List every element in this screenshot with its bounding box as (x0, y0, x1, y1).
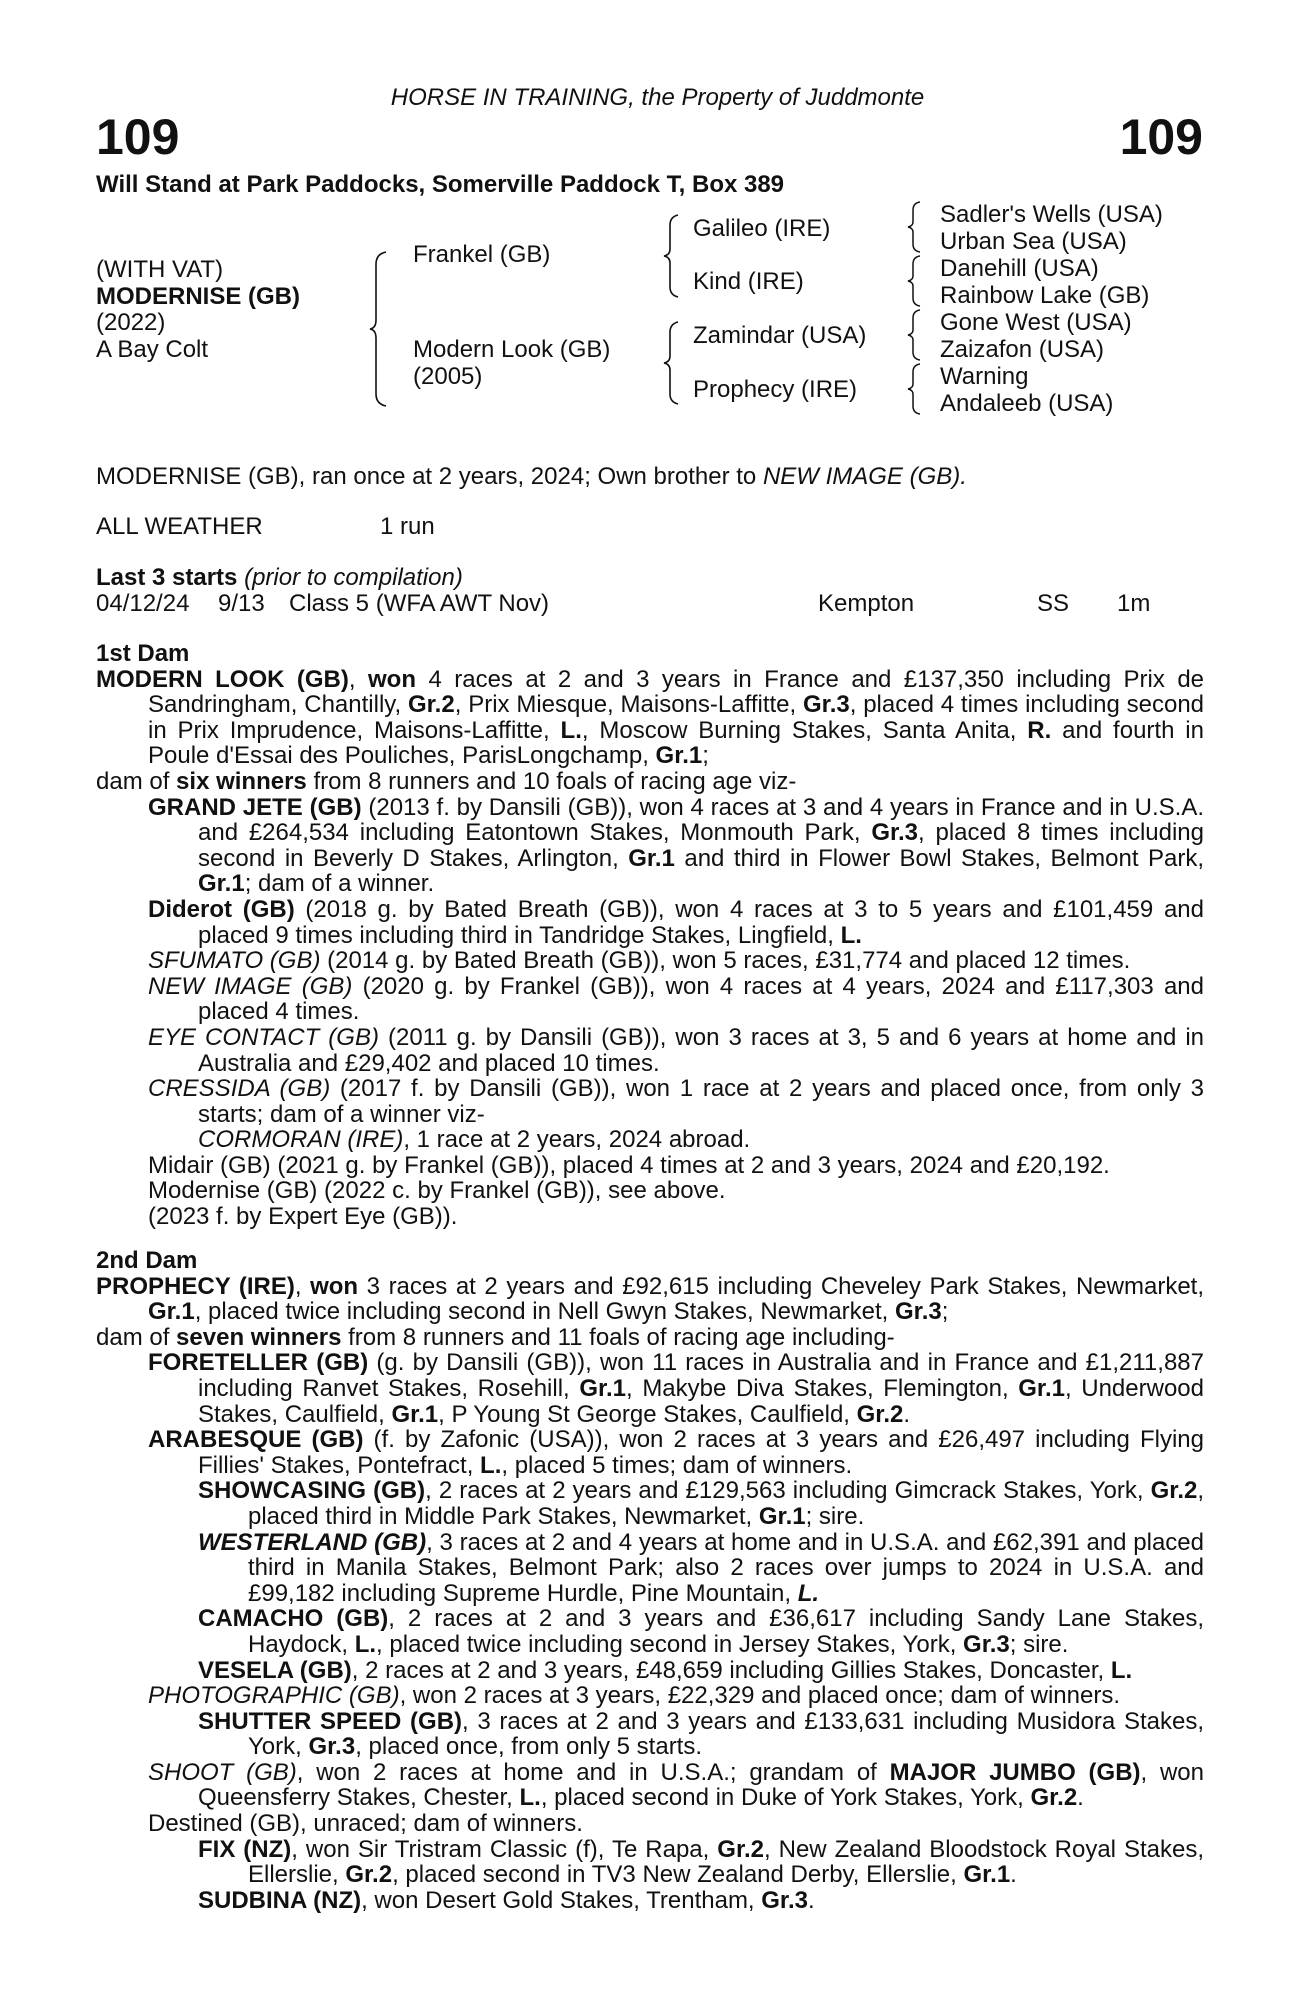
last-starts-heading: Last 3 starts (prior to compilation) (96, 564, 463, 591)
second-dam-record: PROPHECY (IRE), won 3 races at 2 years and £92,615 including Cheveley Park Stakes, Newmarket, Gr.1, placed twice including second in Nell Gwyn Stakes, Newmarket, Gr.3; (96, 1272, 1205, 1326)
runs-count: 1 run (380, 513, 435, 540)
stand-location: Will Stand at Park Paddocks, Somerville Paddock T, Box 389 (96, 171, 785, 198)
offspring-2023-filly: (2023 f. by Expert Eye (GB)). (148, 1203, 458, 1231)
offspring-destined: Destined (GB), unraced; dam of winners. (148, 1810, 583, 1838)
grand-offspring-fix: FIX (NZ), won Sir Tristram Classic (f), Te Rapa, Gr.2, New Zealand Bloodstock Royal Stakes, Ellerslie, Gr.2, placed second in TV3 New Zealand Derby, Ellerslie, Gr.1. (198, 1835, 1205, 1889)
pedigree-brace-g2 (906, 254, 926, 308)
summary-line: MODERNISE (GB), ran once at 2 years, 2024; Own brother to NEW IMAGE (GB). (96, 463, 967, 490)
offspring-shoot: SHOOT (GB), won 2 races at home and in U.S.A.; grandam of MAJOR JUMBO (GB), won Queensferry Stakes, Chester, L., placed second in Duke of York Stakes, York, Gr.2. (148, 1758, 1204, 1812)
start-course: Kempton (818, 590, 915, 617)
pedigree-brace-sire (662, 213, 684, 299)
offspring-eye-contact: EYE CONTACT (GB) (2011 g. by Dansili (GB)), won 3 races at 3, 5 and 6 years at home and in Australia and £29,402 and placed 10 times. (148, 1023, 1205, 1077)
dam-name: Modern Look (GB) (413, 336, 611, 363)
pedigree-brace-dam (662, 320, 684, 406)
offspring-modernise: Modernise (GB) (2022 c. by Frankel (GB)), see above. (148, 1177, 726, 1205)
surface-label: ALL WEATHER (96, 513, 263, 540)
offspring-new-image: NEW IMAGE (GB) (2020 g. by Frankel (GB)), won 4 races at 4 years, 2024 and £117,303 and placed 4 times. (148, 972, 1204, 1026)
offspring-sfumato: SFUMATO (GB) (2014 g. by Bated Breath (GB)), won 5 races, £31,774 and placed 12 times. (148, 947, 1131, 975)
first-dam-produce-summary: dam of six winners from 8 runners and 10 foals of racing age viz- (96, 767, 797, 795)
start-position: 9/13 (218, 590, 265, 617)
lot-number-right: 109 (1119, 109, 1203, 165)
horse-name: MODERNISE (GB) (96, 283, 300, 310)
offspring-photographic: PHOTOGRAPHIC (GB), won 2 races at 3 years, £22,329 and placed once; dam of winners. (148, 1682, 1121, 1710)
horse-year: (2022) (96, 309, 166, 336)
offspring-arabesque: ARABESQUE (GB) (f. by Zafonic (USA)), won 2 races at 3 years and £26,497 including Flying Fillies' Stakes, Pontefract, L., placed 5 times; dam of winners. (148, 1426, 1204, 1479)
start-race: Class 5 (WFA AWT Nov) (289, 590, 550, 617)
ancestor-4: Rainbow Lake (GB) (940, 282, 1150, 309)
offspring-midair: Midair (GB) (2021 g. by Frankel (GB)), placed 4 times at 2 and 3 years, 2024 and £20,192. (148, 1151, 1110, 1179)
first-dam-section (96, 641, 1204, 1230)
ancestor-8: Andaleeb (USA) (940, 390, 1114, 417)
second-dam-heading: 2nd Dam (96, 1247, 198, 1274)
first-dam-record: MODERN LOOK (GB), won 4 races at 2 and 3 years in France and £137,350 including Prix de Sandringham, Chantilly, Gr.2, Prix Miesque, Maisons-Laffitte, Gr.3, placed 4 times including second in Prix Imprudence, Maisons-Laffitte, L., Moscow Burning Stakes, Santa Anita, R. and fourth in Poule d'Essai des Pouliches, ParisLongchamp, Gr.1; (96, 665, 1205, 770)
ancestor-1: Sadler's Wells (USA) (940, 201, 1163, 228)
grand-offspring-shutter-speed: SHUTTER SPEED (GB), 3 races at 2 and 3 years and £133,631 including Musidora Stakes, York, Gr.3, placed once, from only 5 starts. (198, 1707, 1204, 1761)
offspring-cressida: CRESSIDA (GB) (2017 f. by Dansili (GB)), won 1 race at 2 years and placed once, from only 3 starts; dam of a winner viz- (148, 1075, 1204, 1128)
grand-offspring-westerland: WESTERLAND (GB), 3 races at 2 and 4 years at home and in U.S.A. and £62,391 and placed third in Manila Stakes, Belmont Park; also 2 races over jumps to 2024 in U.S.A. and £99,182 including Supreme Hurdle, Pine Mountain, L. (198, 1528, 1204, 1607)
offspring-grand-jete: GRAND JETE (GB) (2013 f. by Dansili (GB)), won 4 races at 3 and 4 years in France and in U.S.A. and £264,534 including Eatontown Stakes, Monmouth Park, Gr.3, placed 8 times including second in Beverly D Stakes, Arlington, Gr.1 and third in Flower Bowl Stakes, Belmont Park, Gr.1; dam of a winner. (148, 793, 1205, 898)
ancestor-2: Urban Sea (USA) (940, 228, 1127, 255)
pedigree-brace-g1 (906, 200, 926, 254)
start-distance: 1m (1117, 590, 1151, 617)
grand-offspring-sudbina: SUDBINA (NZ), won Desert Gold Stakes, Trentham, Gr.3. (198, 1886, 815, 1914)
sire-dam: Kind (IRE) (693, 268, 804, 295)
pedigree-brace-main (368, 250, 392, 408)
grand-offspring-camacho: CAMACHO (GB), 2 races at 2 and 3 years and £36,617 including Sandy Lane Stakes, Haydock, L., placed twice including second in Jersey Stakes, York, Gr.3; sire. (198, 1605, 1204, 1658)
grand-offspring-cormoran: CORMORAN (IRE), 1 race at 2 years, 2024 abroad. (198, 1126, 751, 1154)
sire-sire: Galileo (IRE) (693, 215, 831, 242)
second-dam-produce-summary: dam of seven winners from 8 runners and 11 foals of racing age including- (96, 1323, 895, 1351)
pedigree-brace-g4 (906, 362, 926, 416)
horse-description: A Bay Colt (96, 336, 209, 363)
start-going: SS (1037, 590, 1070, 617)
first-dam-heading: 1st Dam (96, 640, 190, 667)
lot-number-left: 109 (96, 109, 180, 165)
pedigree-brace-g3 (906, 308, 926, 362)
dam-sire: Zamindar (USA) (693, 322, 867, 349)
grand-offspring-showcasing: SHOWCASING (GB), 2 races at 2 years and £129,563 including Gimcrack Stakes, York, Gr.2, placed third in Middle Park Stakes, Newmarket, Gr.1; sire. (198, 1477, 1205, 1530)
ancestor-7: Warning (940, 363, 1029, 390)
dam-dam: Prophecy (IRE) (693, 376, 858, 403)
second-dam-section (96, 1248, 1204, 1913)
offspring-foreteller: FORETELLER (GB) (g. by Dansili (GB)), won 11 races in Australia and in France and £1,211,887 including Ranvet Stakes, Rosehill, Gr.1, Makybe Diva Stakes, Flemington, Gr.1, Underwood Stakes, Caulfield, Gr.1, P Young St George Stakes, Caulfield, Gr.2. (148, 1349, 1204, 1428)
offspring-diderot: Diderot (GB) (2018 g. by Bated Breath (GB)), won 4 races at 3 to 5 years and £101,459 and placed 9 times including third in Tandridge Stakes, Lingfield, L. (148, 895, 1205, 949)
vat-label: (WITH VAT) (96, 256, 224, 283)
start-date: 04/12/24 (96, 590, 190, 617)
ancestor-3: Danehill (USA) (940, 255, 1099, 282)
page-header-title: HORSE IN TRAINING, the Property of Juddmonte (390, 84, 925, 111)
grand-offspring-vesela: VESELA (GB), 2 races at 2 and 3 years, £48,659 including Gillies Stakes, Doncaster, L. (198, 1656, 1133, 1684)
sire-name: Frankel (GB) (413, 241, 551, 268)
ancestor-5: Gone West (USA) (940, 309, 1132, 336)
dam-year: (2005) (413, 363, 483, 390)
ancestor-6: Zaizafon (USA) (940, 336, 1105, 363)
